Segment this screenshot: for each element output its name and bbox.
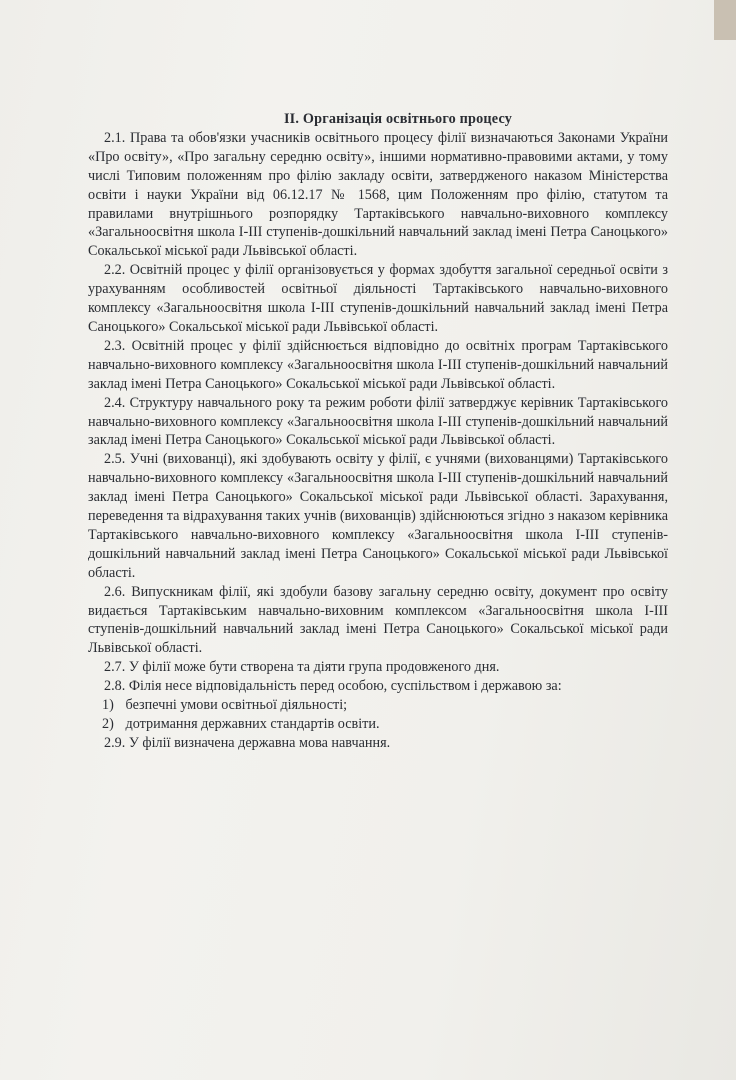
paragraph-2-3: 2.3. Освітній процес у філії здійснюється відповідно до освітніх програм Тартаківського навчально-виховного комплексу «Загальноосвітня школа І-ІІІ ступенів-дошкільний навчальний заклад імені Петра Саноцького» Сокальської міської ради Львівської області. [88, 337, 668, 392]
paragraph-2-5: 2.5. Учні (вихованці), які здобувають освіту у філії, є учнями (вихованцями) Тартаківського навчально-виховного комплексу «Загальноосвітня школа І-ІІІ ступенів-дошкільний навчальний заклад імені Петра Саноцького» Сокальської міської ради Львівської області. Зарахування, переведення та відрахування таких учнів (вихованців) здійснюються згідно з наказом керівника Тартаківського навчально-виховного комплексу «Загальноосвітня школа І-ІІІ ступенів-дошкільний навчальний заклад імені Петра Саноцького» Сокальської міської ради Львівської області. [88, 451, 668, 581]
paragraph-2-4: 2.4. Структуру навчального року та режим роботи філії затверджує керівник Тартаківського навчально-виховного комплексу «Загальноосвітня школа І-ІІІ ступенів-дошкільний навчальний заклад імені Петра Саноцького» Сокальської міської ради Львівської області. [88, 394, 668, 449]
list-item-text: безпечні умови освітньої діяльності; [125, 697, 348, 714]
paragraph-2-2: 2.2. Освітній процес у філії організовується у формах здобуття загальної середньої освіти з урахуванням особливостей освітньої діяльності Тартаківського навчально-виховного комплексу «Загальноосвітня школа І-ІІІ ступенів-дошкільний навчальний заклад імені Петра Саноцького» Сокальської міської ради Львівської області. [88, 262, 668, 335]
document-body [88, 110, 668, 753]
paragraph-2-8: 2.8. Філія несе відповідальність перед особою, суспільством і державою за: [104, 678, 562, 695]
paragraph-2-6: 2.6. Випускникам філії, які здобули базову загальну середню освіту, документ про освіту видається Тартаківським навчально-виховним комплексом «Загальноосвітня школа І-ІІІ ступенів-дошкільний навчальний заклад імені Петра Саноцького» Сокальської міської ради Львівської області. [88, 583, 668, 657]
background-corner [714, 0, 736, 40]
section-title: II. Організація освітнього процесу [283, 111, 513, 127]
list-item [88, 696, 668, 715]
list-item-text: дотримання державних стандартів освіти. [125, 716, 380, 732]
list-item [88, 715, 668, 734]
list-item-number: 1) [102, 697, 114, 714]
paragraph-2-9: 2.9. У філії визначена державна мова навчання. [104, 734, 391, 751]
list-item-number: 2) [102, 716, 114, 732]
paragraph-2-1: 2.1. Права та обов'язки учасників освітнього процесу філії визначаються Законами України «Про освіту», «Про загальну середню освіту», іншими нормативно-правовими актами, у тому числі Типовим положенням про філію закладу освіти, затвердженого наказом Міністерства освіти і науки України від 06.12.17 № 1568, цим Положенням про філію, статутом та правилами внутрішнього розпорядку Тартаківського навчально-виховного комплексу «Загальноосвітня школа І-ІІІ ступенів-дошкільний навчальний заклад імені Петра Саноцького» Сокальської міської ради Львівської області. [88, 129, 668, 260]
paragraph-2-7: 2.7. У філії може бути створена та діяти група продовженого дня. [104, 659, 500, 676]
